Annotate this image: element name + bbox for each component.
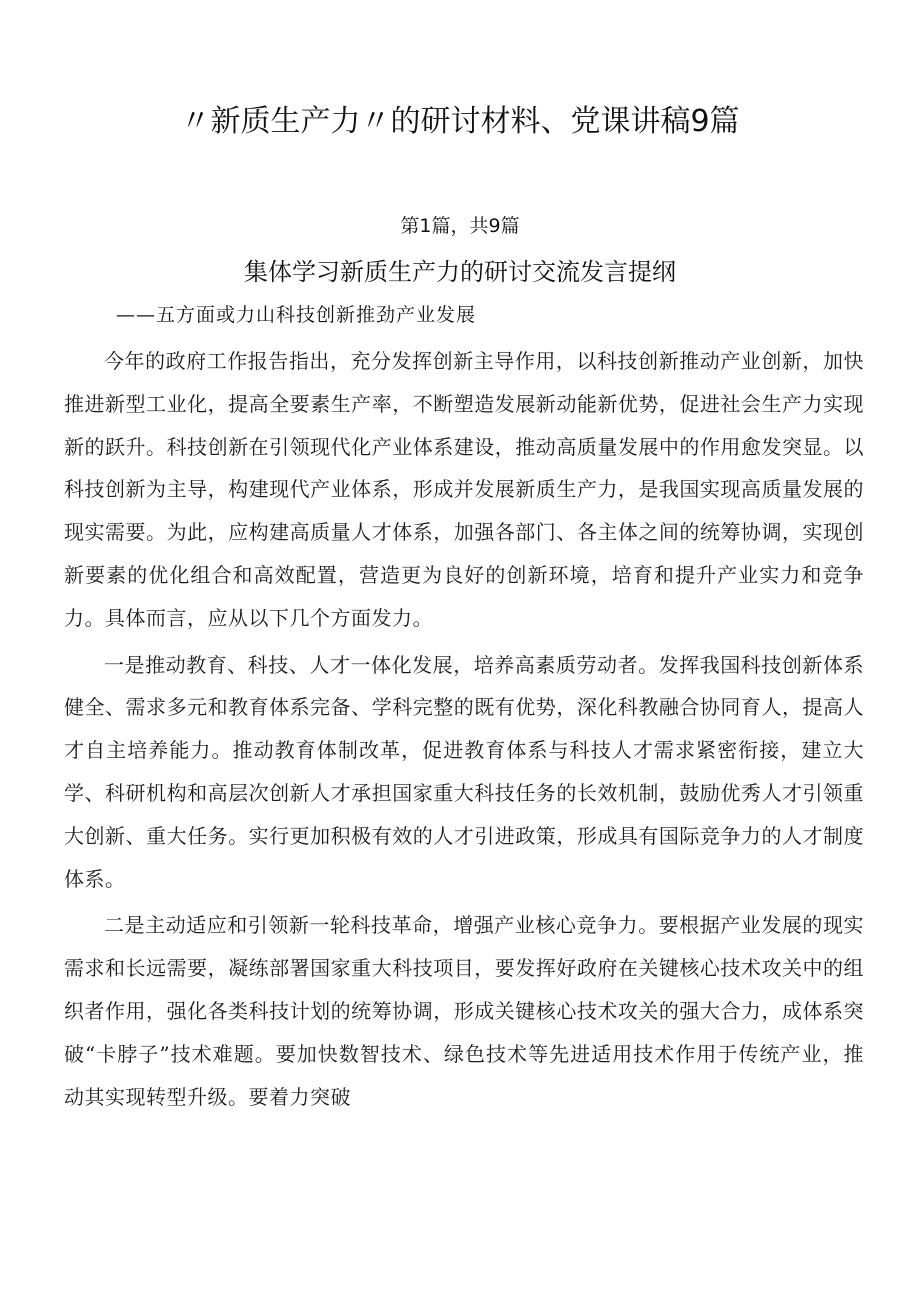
part-label: 第1篇，共9篇: [400, 215, 520, 237]
document-body: [64, 340, 864, 1118]
document-title: 〃新质生产力〃的研讨材料、党课讲稿9篇: [180, 104, 740, 139]
body-paragraph: 今年的政府工作报告指出，充分发挥创新主导作用，以科技创新推动产业创新，加快推进新型工业化，提高全要素生产率，不断塑造发展新动能新优势，促进社会生产力实现新的跃升。科技创新在引领现代化产业体系建设，推动高质量发展中的作用愈发突显。以科技创新为主导，构建现代产业体系，形成并发展新质生产力，是我国实现高质量发展的现实需要。为此，应构建高质量人才体系，加强各部门、各主体之间的统筹协调，实现创新要素的优化组合和高效配置，营造更为良好的创新环境，培育和提升产业实力和竞争力。具体而言，应从以下几个方面发力。: [64, 349, 864, 630]
body-paragraph: 二是主动适应和引领新一轮科技革命，增强产业核心竞争力。要根据产业发展的现实需求和长远需要，凝练部署国家重大科技项目，要发挥好政府在关键核心技术攻关中的组织者作用，强化各类科技计划的统筹协调，形成关键核心技术攻关的强大合力，成体系突破“卡脖子”技术难题。要加快数智技术、绿色技术等先进适用技术作用于传统产业，推动其实现转型升级。要着力突破: [64, 913, 864, 1109]
body-paragraph: 一是推动教育、科技、人才一体化发展，培养高素质劳动者。发挥我国科技创新体系健全、需求多元和教育体系完备、学科完整的既有优势，深化科教融合协同育人，提高人才自主培养能力。推动教育体制改革，促进教育体系与科技人才需求紧密衔接，建立大学、科研机构和高层次创新人才承担国家重大科技任务的长效机制，鼓励优秀人才引领重大创新、重大任务。实行更加积极有效的人才引进政策，形成具有国际竞争力的人才制度体系。: [64, 652, 864, 891]
article-title: 集体学习新质生产力的研讨交流发言提纲: [244, 258, 676, 286]
article-subtitle: ——五方面或力山科技创新推劲产业发展: [116, 304, 477, 326]
